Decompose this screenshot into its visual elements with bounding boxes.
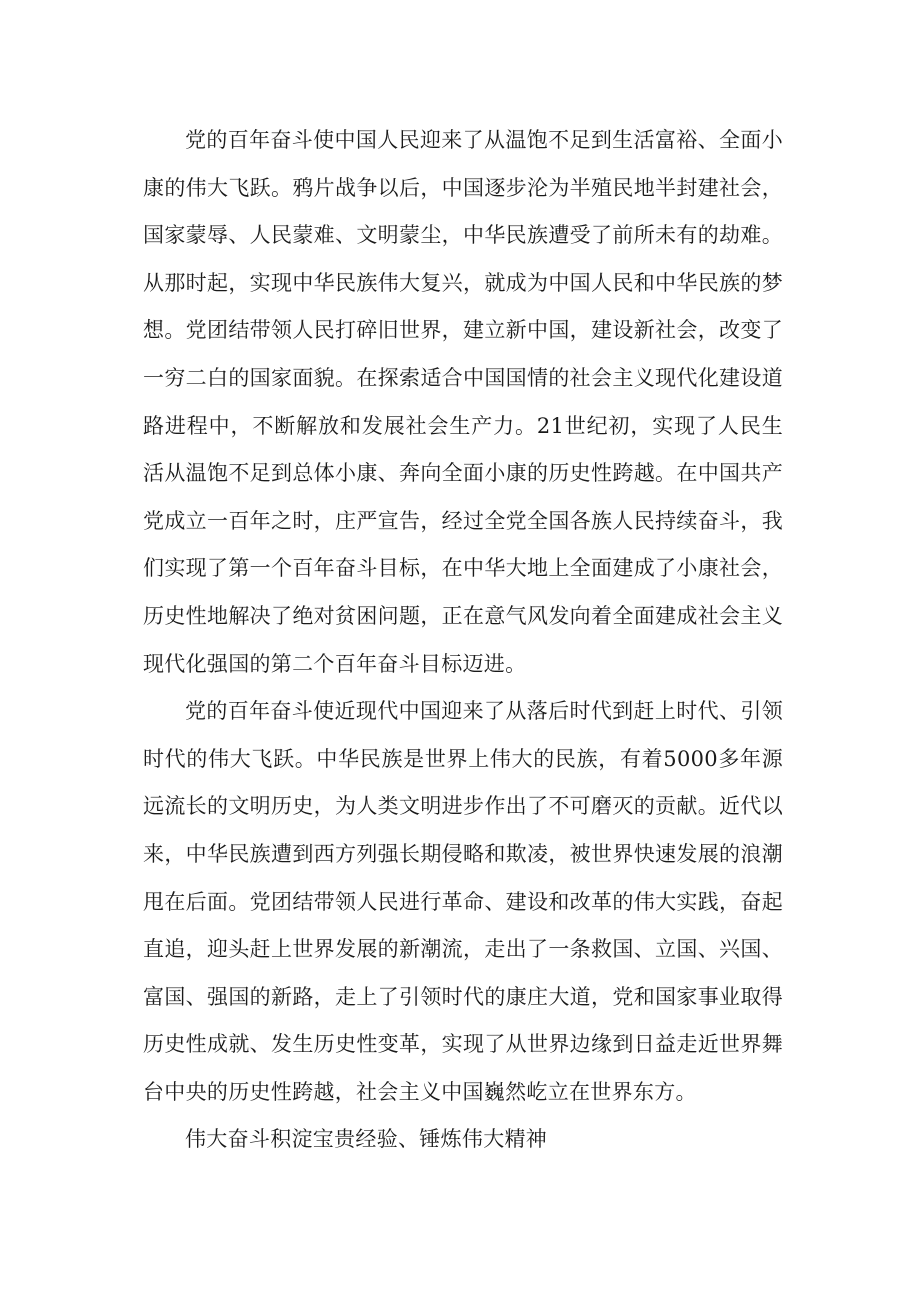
section-heading: 伟大奋斗积淀宝贵经验、锤炼伟大精神 <box>185 1127 548 1152</box>
paragraph-2: 党的百年奋斗使近现代中国迎来了从落后时代到赶上时代、引领时代的伟大飞跃。中华民族是世界上伟大的民族，有着5000多年源远流长的文明历史，为人类文明进步作出了不可磨灭的贡献。近代以来，中华民族遭到西方列强长期侵略和欺凌，被世界快速发展的浪潮甩在后面。党团结带领人民进行革命、建设和改革的伟大实践，奋起直追，迎头赶上世界发展的新潮流，走出了一条救国、立国、兴国、富国、强国的新路，走上了引领时代的康庄大道，党和国家事业取得历史性成就、发生历史性变革，实现了从世界边缘到日益走近世界舞台中央的历史性跨越，社会主义中国巍然屹立在世界东方。 <box>143 699 783 1104</box>
document-body <box>143 117 783 1164</box>
paragraph-1: 党的百年奋斗使中国人民迎来了从温饱不足到生活富裕、全面小康的伟大飞跃。鸦片战争以后，中国逐步沦为半殖民地半封建社会，国家蒙辱、人民蒙难、文明蒙尘，中华民族遭受了前所未有的劫难。从那时起，实现中华民族伟大复兴，就成为中国人民和中华民族的梦想。党团结带领人民打碎旧世界，建立新中国，建设新社会，改变了一穷二白的国家面貌。在探索适合中国国情的社会主义现代化建设道路进程中，不断解放和发展社会生产力。21世纪初，实现了人民生活从温饱不足到总体小康、奔向全面小康的历史性跨越。在中国共产党成立一百年之时，庄严宣告，经过全党全国各族人民持续奋斗，我们实现了第一个百年奋斗目标，在中华大地上全面建成了小康社会，历史性地解决了绝对贫困问题，正在意气风发向着全面建成社会主义现代化强国的第二个百年奋斗目标迈进。 <box>143 128 783 676</box>
